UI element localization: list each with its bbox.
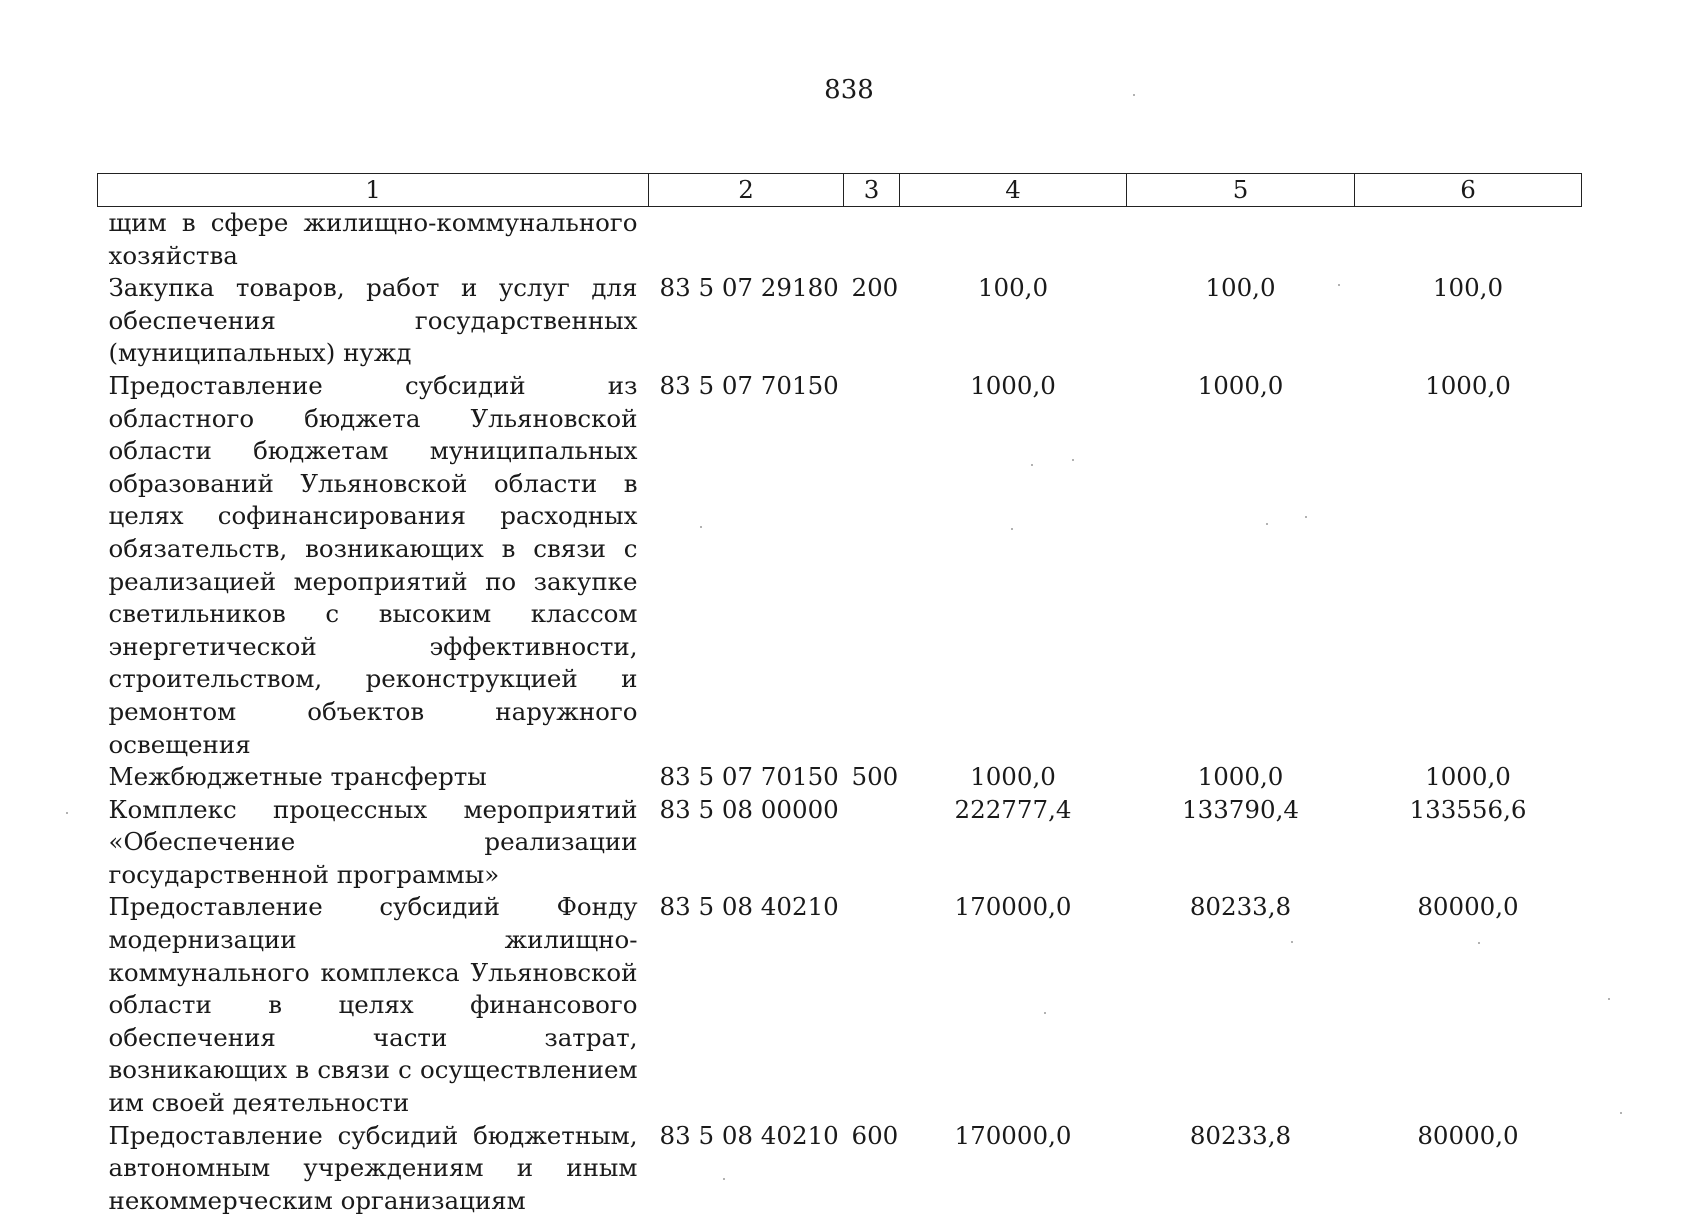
- column-header-2: 2: [649, 174, 844, 207]
- row-value-4: 170000,0: [900, 891, 1127, 1119]
- table-row: [98, 794, 1582, 892]
- column-header-5: 5: [1127, 174, 1355, 207]
- row-name: Межбюджетные трансферты: [98, 761, 649, 794]
- row-expense-type: [844, 794, 900, 892]
- scan-speck: [723, 1178, 725, 1180]
- scan-speck: [66, 812, 68, 814]
- row-value-6: 1000,0: [1355, 761, 1582, 794]
- row-value-5: 80233,8: [1127, 1120, 1355, 1217]
- scan-speck: [1608, 998, 1610, 1000]
- row-name: Предоставление субсидий бюджетным, автономным учреждениям и иным некоммерческим организациям: [98, 1120, 649, 1217]
- page-number: 838: [0, 74, 1698, 106]
- scan-speck: [1133, 94, 1135, 96]
- row-name: щим в сфере жилищно-коммунального хозяйства: [98, 207, 649, 273]
- row-value-4: 1000,0: [900, 761, 1127, 794]
- row-expense-type: [844, 370, 900, 761]
- column-header-6: 6: [1355, 174, 1582, 207]
- row-value-4: 1000,0: [900, 370, 1127, 761]
- row-value-6: 80000,0: [1355, 1120, 1582, 1217]
- row-value-4: 170000,0: [900, 1120, 1127, 1217]
- table-row: [98, 207, 1582, 273]
- scan-speck: [700, 526, 702, 528]
- row-value-5: 100,0: [1127, 272, 1355, 370]
- row-expense-type: [844, 891, 900, 1119]
- row-name: Закупка товаров, работ и услуг для обеспечения государственных (муниципальных) нужд: [98, 272, 649, 370]
- scan-speck: [1291, 941, 1293, 943]
- scan-speck: [1338, 284, 1340, 286]
- row-value-5: [1127, 207, 1355, 273]
- scan-speck: [1620, 1112, 1622, 1114]
- row-value-4: 100,0: [900, 272, 1127, 370]
- row-value-5: 1000,0: [1127, 761, 1355, 794]
- column-header-3: 3: [844, 174, 900, 207]
- scan-speck: [1072, 459, 1074, 461]
- scan-speck: [1478, 942, 1480, 944]
- table-body: [98, 207, 1582, 1217]
- row-expense-type: [844, 207, 900, 273]
- row-value-5: 133790,4: [1127, 794, 1355, 892]
- row-expense-type: 200: [844, 272, 900, 370]
- row-value-4: [900, 207, 1127, 273]
- table-row: [98, 761, 1582, 794]
- row-value-6: 80000,0: [1355, 891, 1582, 1119]
- row-value-4: 222777,4: [900, 794, 1127, 892]
- row-value-6: 1000,0: [1355, 370, 1582, 761]
- row-value-5: 80233,8: [1127, 891, 1355, 1119]
- row-value-5: 1000,0: [1127, 370, 1355, 761]
- row-code: 83 5 07 70150: [649, 370, 844, 761]
- table-header-row: [98, 174, 1582, 207]
- row-name: Комплекс процессных мероприятий «Обеспечение реализации государственной программы»: [98, 794, 649, 892]
- row-code: 83 5 08 40210: [649, 891, 844, 1119]
- row-value-6: 133556,6: [1355, 794, 1582, 892]
- scan-speck: [1011, 528, 1013, 530]
- row-expense-type: 600: [844, 1120, 900, 1217]
- table-row: [98, 272, 1582, 370]
- row-value-6: [1355, 207, 1582, 273]
- column-header-1: 1: [98, 174, 649, 207]
- row-code: 83 5 08 40210: [649, 1120, 844, 1217]
- row-expense-type: 500: [844, 761, 900, 794]
- column-header-4: 4: [900, 174, 1127, 207]
- row-name: Предоставление субсидий Фонду модернизации жилищно-коммунального комплекса Ульяновской области в целях финансового обеспечения части затрат, возникающих в связи с осуществлением им своей деятельности: [98, 891, 649, 1119]
- budget-table: [97, 173, 1582, 1217]
- row-code: 83 5 08 00000: [649, 794, 844, 892]
- table-row: [98, 370, 1582, 761]
- row-code: 83 5 07 29180: [649, 272, 844, 370]
- row-code: [649, 207, 844, 273]
- row-code: 83 5 07 70150: [649, 761, 844, 794]
- table-row: [98, 1120, 1582, 1217]
- table-row: [98, 891, 1582, 1119]
- row-value-6: 100,0: [1355, 272, 1582, 370]
- scan-speck: [1044, 1012, 1046, 1014]
- scan-speck: [1266, 523, 1268, 525]
- row-name: Предоставление субсидий из областного бюджета Ульяновской области бюджетам муниципальных образований Ульяновской области в целях софинансирования расходных обязательств, возникающих в связи с реализацией мероприятий по закупке светильников с высоким классом энергетической эффективности, строительством, реконструкцией и ремонтом объектов наружного освещения: [98, 370, 649, 761]
- table-header: [98, 174, 1582, 207]
- scan-speck: [1031, 464, 1033, 466]
- scan-speck: [1305, 516, 1307, 518]
